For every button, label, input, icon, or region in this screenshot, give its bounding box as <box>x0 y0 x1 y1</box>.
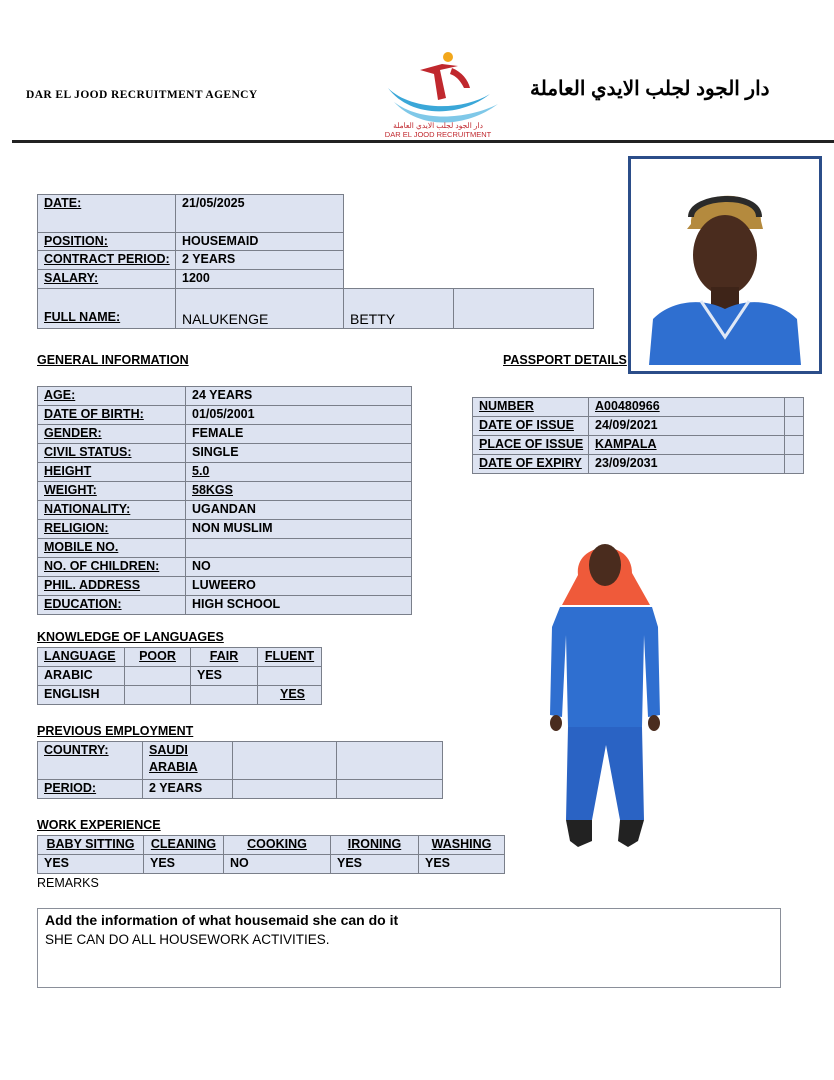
passport-value: KAMPALA <box>589 436 785 455</box>
work-table <box>37 835 505 874</box>
general-label: NATIONALITY: <box>38 501 186 520</box>
general-label: AGE: <box>38 387 186 406</box>
position-table <box>37 194 594 329</box>
passport-label: PLACE OF ISSUE <box>473 436 589 455</box>
date-label: DATE: <box>38 195 176 233</box>
lang-header: LANGUAGE <box>38 648 125 667</box>
lang-cell <box>125 667 191 686</box>
lang-header: POOR <box>125 648 191 667</box>
general-value: NON MUSLIM <box>186 520 412 539</box>
period-value: 2 YEARS <box>143 780 233 799</box>
given-name-value: BETTY <box>344 289 454 329</box>
country-label: COUNTRY: <box>38 742 143 780</box>
general-value: LUWEERO <box>186 577 412 596</box>
work-value: YES <box>38 855 144 874</box>
general-label: EDUCATION: <box>38 596 186 615</box>
languages-title: KNOWLEDGE OF LANGUAGES <box>37 630 224 644</box>
general-label: MOBILE NO. <box>38 539 186 558</box>
logo-subtitle-ar: دار الجود لجلب الايدي العاملة <box>393 121 483 130</box>
work-header: IRONING <box>331 836 419 855</box>
general-label: PHIL. ADDRESS <box>38 577 186 596</box>
work-header: BABY SITTING <box>38 836 144 855</box>
general-value: 58KGS <box>186 482 412 501</box>
remarks-text: SHE CAN DO ALL HOUSEWORK ACTIVITIES. <box>45 932 330 947</box>
date-value: 21/05/2025 <box>176 195 344 233</box>
logo-subtitle <box>368 121 508 139</box>
agency-name-en: DAR EL JOOD RECRUITMENT AGENCY <box>26 89 258 101</box>
position-label: POSITION: <box>38 233 176 251</box>
general-label: CIVIL STATUS: <box>38 444 186 463</box>
general-value: HIGH SCHOOL <box>186 596 412 615</box>
passport-label: NUMBER <box>473 398 589 417</box>
general-label: HEIGHT <box>38 463 186 482</box>
passport-label: DATE OF ISSUE <box>473 417 589 436</box>
passport-table <box>472 397 804 474</box>
lang-cell: ENGLISH <box>38 686 125 705</box>
lang-cell <box>125 686 191 705</box>
general-label: RELIGION: <box>38 520 186 539</box>
contract-value: 2 YEARS <box>176 251 344 270</box>
passport-label: DATE OF EXPIRY <box>473 455 589 474</box>
country-value: SAUDI ARABIA <box>143 742 233 780</box>
general-value: 24 YEARS <box>186 387 412 406</box>
employment-table <box>37 741 443 799</box>
work-value: YES <box>419 855 505 874</box>
work-header: CLEANING <box>144 836 224 855</box>
lang-header: FLUENT <box>258 648 322 667</box>
remarks-box <box>37 908 781 988</box>
work-title: WORK EXPERIENCE <box>37 818 161 832</box>
position-value: HOUSEMAID <box>176 233 344 251</box>
general-value: SINGLE <box>186 444 412 463</box>
work-header: COOKING <box>224 836 331 855</box>
work-value: YES <box>144 855 224 874</box>
lang-header: FAIR <box>191 648 258 667</box>
passport-details-title: PASSPORT DETAILS <box>503 353 627 367</box>
contract-label: CONTRACT PERIOD: <box>38 251 176 270</box>
full-body-photo <box>548 535 663 853</box>
employment-title: PREVIOUS EMPLOYMENT <box>37 724 194 738</box>
general-value: 5.0 <box>186 463 412 482</box>
surname-value: NALUKENGE <box>176 289 344 329</box>
lang-cell: YES <box>191 667 258 686</box>
general-info-table <box>37 386 412 615</box>
lang-cell: ARABIC <box>38 667 125 686</box>
work-header: WASHING <box>419 836 505 855</box>
general-label: NO. OF CHILDREN: <box>38 558 186 577</box>
general-value: UGANDAN <box>186 501 412 520</box>
work-value: YES <box>331 855 419 874</box>
passport-value: 23/09/2031 <box>589 455 785 474</box>
general-value: FEMALE <box>186 425 412 444</box>
logo-subtitle-en: DAR EL JOOD RECRUITMENT <box>384 130 492 139</box>
header-divider <box>12 140 834 143</box>
agency-name-ar: دار الجود لجلب الايدي العاملة <box>530 78 770 100</box>
general-value: NO <box>186 558 412 577</box>
general-label: GENDER: <box>38 425 186 444</box>
lang-cell <box>258 667 322 686</box>
remarks-label: REMARKS <box>37 876 99 890</box>
general-label: WEIGHT: <box>38 482 186 501</box>
lang-cell <box>191 686 258 705</box>
general-info-title: GENERAL INFORMATION <box>37 353 189 367</box>
general-value: 01/05/2001 <box>186 406 412 425</box>
passport-photo <box>628 156 822 374</box>
general-value <box>186 539 412 558</box>
salary-value: 1200 <box>176 270 344 289</box>
languages-table <box>37 647 322 705</box>
passport-value: A00480966 <box>589 398 785 417</box>
salary-label: SALARY: <box>38 270 176 289</box>
general-label: DATE OF BIRTH: <box>38 406 186 425</box>
passport-value: 24/09/2021 <box>589 417 785 436</box>
work-value: NO <box>224 855 331 874</box>
fullname-label: FULL NAME: <box>38 289 176 329</box>
remarks-heading: Add the information of what housemaid she can do it <box>45 912 399 928</box>
lang-cell: YES <box>258 686 322 705</box>
period-label: PERIOD: <box>38 780 143 799</box>
